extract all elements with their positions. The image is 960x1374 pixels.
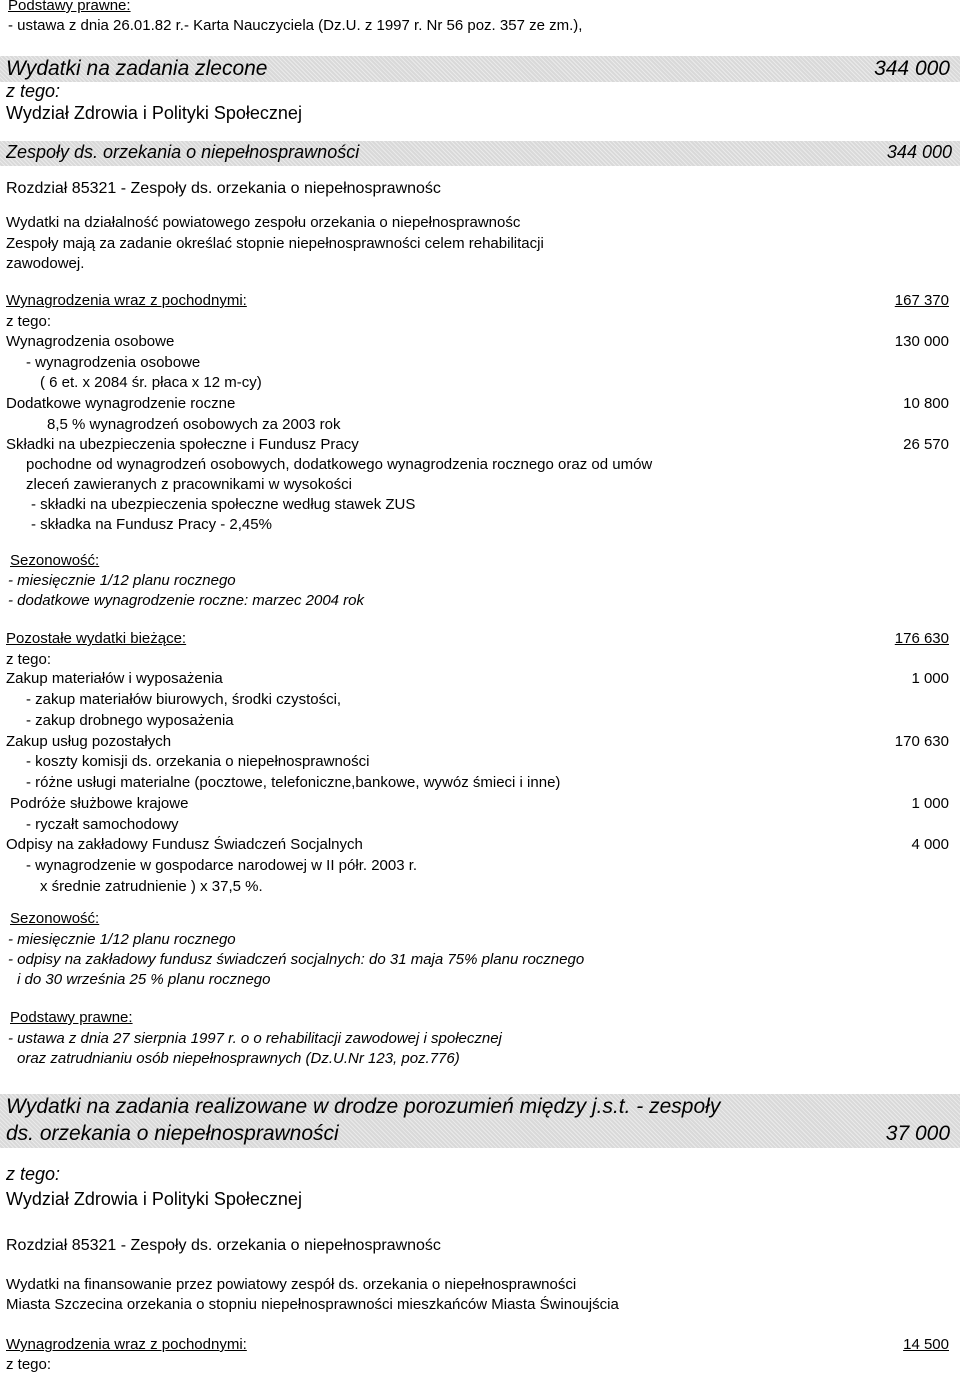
personal-wages-amount: 130 000	[894, 333, 949, 350]
other-expenses-title: Pozostałe wydatki bieżące:	[6, 630, 187, 647]
social-contributions-line: - składka na Fundusz Pracy - 2,45%	[31, 516, 272, 533]
chapter-title: Rozdział 85321 - Zespoły ds. orzekania o niepełnosprawnośc	[6, 180, 441, 197]
materials-line: - zakup drobnego wyposażenia	[26, 712, 234, 729]
z-tego-label: z tego:	[6, 1356, 52, 1373]
legal-basis-text: - ustawa z dnia 26.01.82 r.- Karta Nauczyciela (Dz.U. z 1997 r. Nr 56 poz. 357 ze zm.),	[8, 17, 583, 34]
services-label: Zakup usług pozostałych	[6, 733, 172, 750]
legal-basis-line: - ustawa z dnia 27 sierpnia 1997 r. o o rehabilitacji zawodowej i społecznej	[8, 1030, 502, 1047]
wages-title: Wynagrodzenia wraz z pochodnymi:	[6, 1336, 247, 1353]
section-title: Wydatki na zadania zlecone	[6, 57, 268, 80]
unit-amount: 344 000	[886, 142, 952, 162]
services-line: - koszty komisji ds. orzekania o niepełnosprawności	[26, 753, 370, 770]
z-tego-label: z tego:	[6, 313, 52, 330]
section-amount: 37 000	[885, 1122, 950, 1145]
section-title-line: Wydatki na zadania realizowane w drodze porozumień między j.s.t. - zespoły	[6, 1095, 721, 1118]
z-tego-label: z tego:	[6, 651, 52, 668]
seasonality-line: i do 30 września 25 % planu rocznego	[17, 971, 271, 988]
other-expenses-amount: 176 630	[894, 630, 949, 647]
wages-title: Wynagrodzenia wraz z pochodnymi:	[6, 292, 247, 309]
services-line: - różne usługi materialne (pocztowe, telefoniczne,bankowe, wywóz śmieci i inne)	[26, 774, 561, 791]
social-contributions-line: zleceń zawieranych z pracownikami w wysokości	[26, 476, 352, 493]
materials-amount: 1 000	[911, 670, 949, 687]
seasonality-line: - dodatkowe wynagrodzenie roczne: marzec 2004 rok	[8, 592, 365, 609]
social-contributions-line: - składki na ubezpieczenia społeczne według stawek ZUS	[31, 496, 416, 513]
legal-basis-heading: Podstawy prawne:	[8, 0, 131, 14]
services-amount: 170 630	[894, 733, 949, 750]
social-fund-amount: 4 000	[911, 836, 949, 853]
social-fund-line: - wynagrodzenie w gospodarce narodowej w II półr. 2003 r.	[26, 857, 418, 874]
seasonality-heading: Sezonowość:	[10, 910, 100, 927]
chapter-title: Rozdział 85321 - Zespoły ds. orzekania o niepełnosprawnośc	[6, 1237, 441, 1254]
social-contributions-label: Składki na ubezpieczenia społeczne i Fundusz Pracy	[6, 436, 359, 453]
annual-bonus-label: Dodatkowe wynagrodzenie roczne	[6, 395, 236, 412]
description-line: Wydatki na działalność powiatowego zespołu orzekania o niepełnosprawnośc	[6, 214, 521, 231]
seasonality-heading: Sezonowość:	[10, 552, 100, 569]
social-fund-line: x średnie zatrudnienie ) x 37,5 %.	[40, 878, 263, 895]
annual-bonus-detail: 8,5 % wynagrodzeń osobowych za 2003 rok	[47, 416, 341, 433]
materials-line: - zakup materiałów biurowych, środki czystości,	[26, 691, 342, 708]
social-fund-label: Odpisy na zakładowy Fundusz Świadczeń Socjalnych	[6, 836, 363, 853]
social-contributions-amount: 26 570	[903, 436, 949, 453]
section-title-line: ds. orzekania o niepełnosprawności	[6, 1122, 339, 1145]
section-amount: 344 000	[874, 57, 950, 80]
z-tego-label: z tego:	[6, 81, 61, 101]
personal-wages-label: Wynagrodzenia osobowe	[6, 333, 175, 350]
description-line: Wydatki na finansowanie przez powiatowy zespół ds. orzekania o niepełnosprawności	[6, 1276, 577, 1293]
department-name: Wydział Zdrowia i Polityki Społecznej	[6, 103, 302, 123]
personal-wages-detail: - wynagrodzenia osobowe	[26, 354, 201, 371]
seasonality-line: - odpisy na zakładowy fundusz świadczeń socjalnych: do 31 maja 75% planu rocznego	[8, 951, 585, 968]
travel-label: Podróże służbowe krajowe	[10, 795, 189, 812]
description-line: zawodowej.	[6, 255, 85, 272]
wages-amount: 14 500	[903, 1336, 949, 1353]
department-name: Wydział Zdrowia i Polityki Społecznej	[6, 1189, 302, 1209]
seasonality-line: - miesięcznie 1/12 planu rocznego	[8, 931, 236, 948]
wages-amount: 167 370	[894, 292, 949, 309]
materials-label: Zakup materiałów i wyposażenia	[6, 670, 223, 687]
annual-bonus-amount: 10 800	[903, 395, 949, 412]
social-contributions-line: pochodne od wynagrodzeń osobowych, dodatkowego wynagrodzenia rocznego oraz od umów	[26, 456, 653, 473]
description-line: Miasta Szczecina orzekania o stopniu niepełnosprawności mieszkańców Miasta Świnoujścia	[6, 1296, 619, 1313]
legal-basis-heading: Podstawy prawne:	[10, 1009, 133, 1026]
description-line: Zespoły mają za zadanie określać stopnie niepełnosprawności celem rehabilitacji	[6, 235, 544, 252]
seasonality-line: - miesięcznie 1/12 planu rocznego	[8, 572, 236, 589]
unit-title: Zespoły ds. orzekania o niepełnosprawności	[6, 142, 360, 162]
z-tego-label: z tego:	[6, 1164, 61, 1184]
travel-line: - ryczałt samochodowy	[26, 816, 179, 833]
travel-amount: 1 000	[911, 795, 949, 812]
personal-wages-calc: ( 6 et. x 2084 śr. płaca x 12 m-cy)	[40, 374, 262, 391]
legal-basis-line: oraz zatrudnianiu osób niepełnosprawnych (Dz.U.Nr 123, poz.776)	[17, 1050, 460, 1067]
